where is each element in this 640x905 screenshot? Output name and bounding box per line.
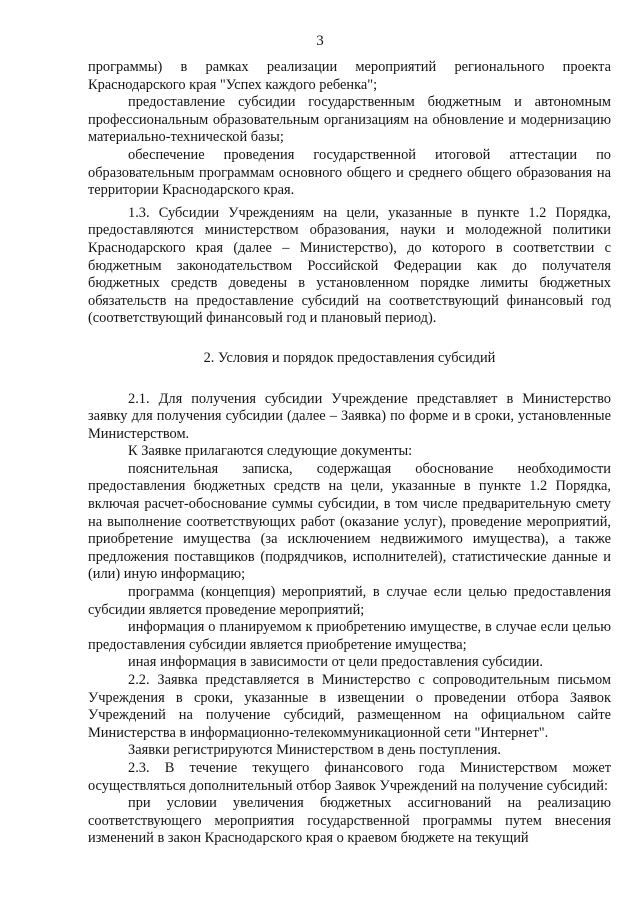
- section-heading: 2. Условия и порядок предоставления субсидий: [203, 349, 496, 366]
- paragraph-1-3: 1.3. Субсидии Учреждениям на цели, указанные в пункте 1.2 Порядка, предоставляются министерством образования, науки и молодежной политики Краснодарского края (далее – Министерство), до которого в соответствии с бюджетным законодательством Российской Федерации как до получателя бюджетных средств доведены в установленном порядке лимиты бюджетных обязательств на предоставление субсидий на соответствующий финансовый год (соответствующий финансовый год и плановый период).: [88, 204, 611, 327]
- paragraph-registration: Заявки регистрируются Министерством в день поступления.: [128, 742, 502, 759]
- paragraph-program-continuation: программы) в рамках реализации мероприятий регионального проекта Краснодарского края "Успех каждого ребенка";: [88, 59, 611, 93]
- paragraph-subsidy-professional-organizations: предоставление субсидии государственным бюджетным и автономным профессиональным образовательным организациям на обновление и модернизацию материально-технической базы;: [88, 94, 611, 146]
- paragraph-other-info: иная информация в зависимости от цели предоставления субсидии.: [128, 654, 544, 671]
- paragraph-2-2: 2.2. Заявка представляется в Министерство с сопроводительным письмом Учреждения в сроки, указанные в извещении о проведении отбора Заявок Учреждений на получение субсидий, размещенном на официальном сайте Министерства в информационно-телекоммуникационной сети "Интернет".: [88, 672, 611, 741]
- paragraph-2-1: 2.1. Для получения субсидии Учреждение представляет в Министерство заявку для получения субсидии (далее – Заявка) по форме и в сроки, установленные Министерством.: [88, 390, 611, 442]
- paragraph-property-info: информация о планируемом к приобретению имуществе, в случае если целью предоставления субсидии является приобретение имущества;: [88, 619, 611, 653]
- paragraph-2-3: 2.3. В течение текущего финансового года Министерством может осуществляться дополнительный отбор Заявок Учреждений на получение субсидий:: [88, 759, 611, 794]
- document-body: [88, 59, 611, 848]
- paragraph-attached-documents: К Заявке прилагаются следующие документы:: [128, 443, 413, 460]
- paragraph-final-attestation: обеспечение проведения государственной итоговой аттестации по образовательным программам основного общего и среднего общего образования на территории Краснодарского края.: [88, 146, 611, 199]
- paragraph-explanatory-note: пояснительная записка, содержащая обоснование необходимости предоставления бюджетных средств на цели, указанные в пункте 1.2 Порядка, включая расчет-обоснование суммы субсидии, в том числе предварительную смету на выполнение соответствующих работ (оказание услуг), проведение мероприятий, приобретение имущества (за исключением недвижимого имущества), а также предложения поставщиков (подрядчиков, исполнителей), статистические данные и (или) иную информацию;: [88, 460, 611, 583]
- page-number: 3: [316, 33, 324, 49]
- paragraph-budget-increase: при условии увеличения бюджетных ассигнований на реализацию соответствующего мероприятия государственной программы путем внесения изменений в закон Краснодарского края о краевом бюджете на текущий: [88, 795, 611, 847]
- paragraph-events-program: программа (концепция) мероприятий, в случае если целью предоставления субсидии является проведение мероприятий;: [88, 584, 611, 618]
